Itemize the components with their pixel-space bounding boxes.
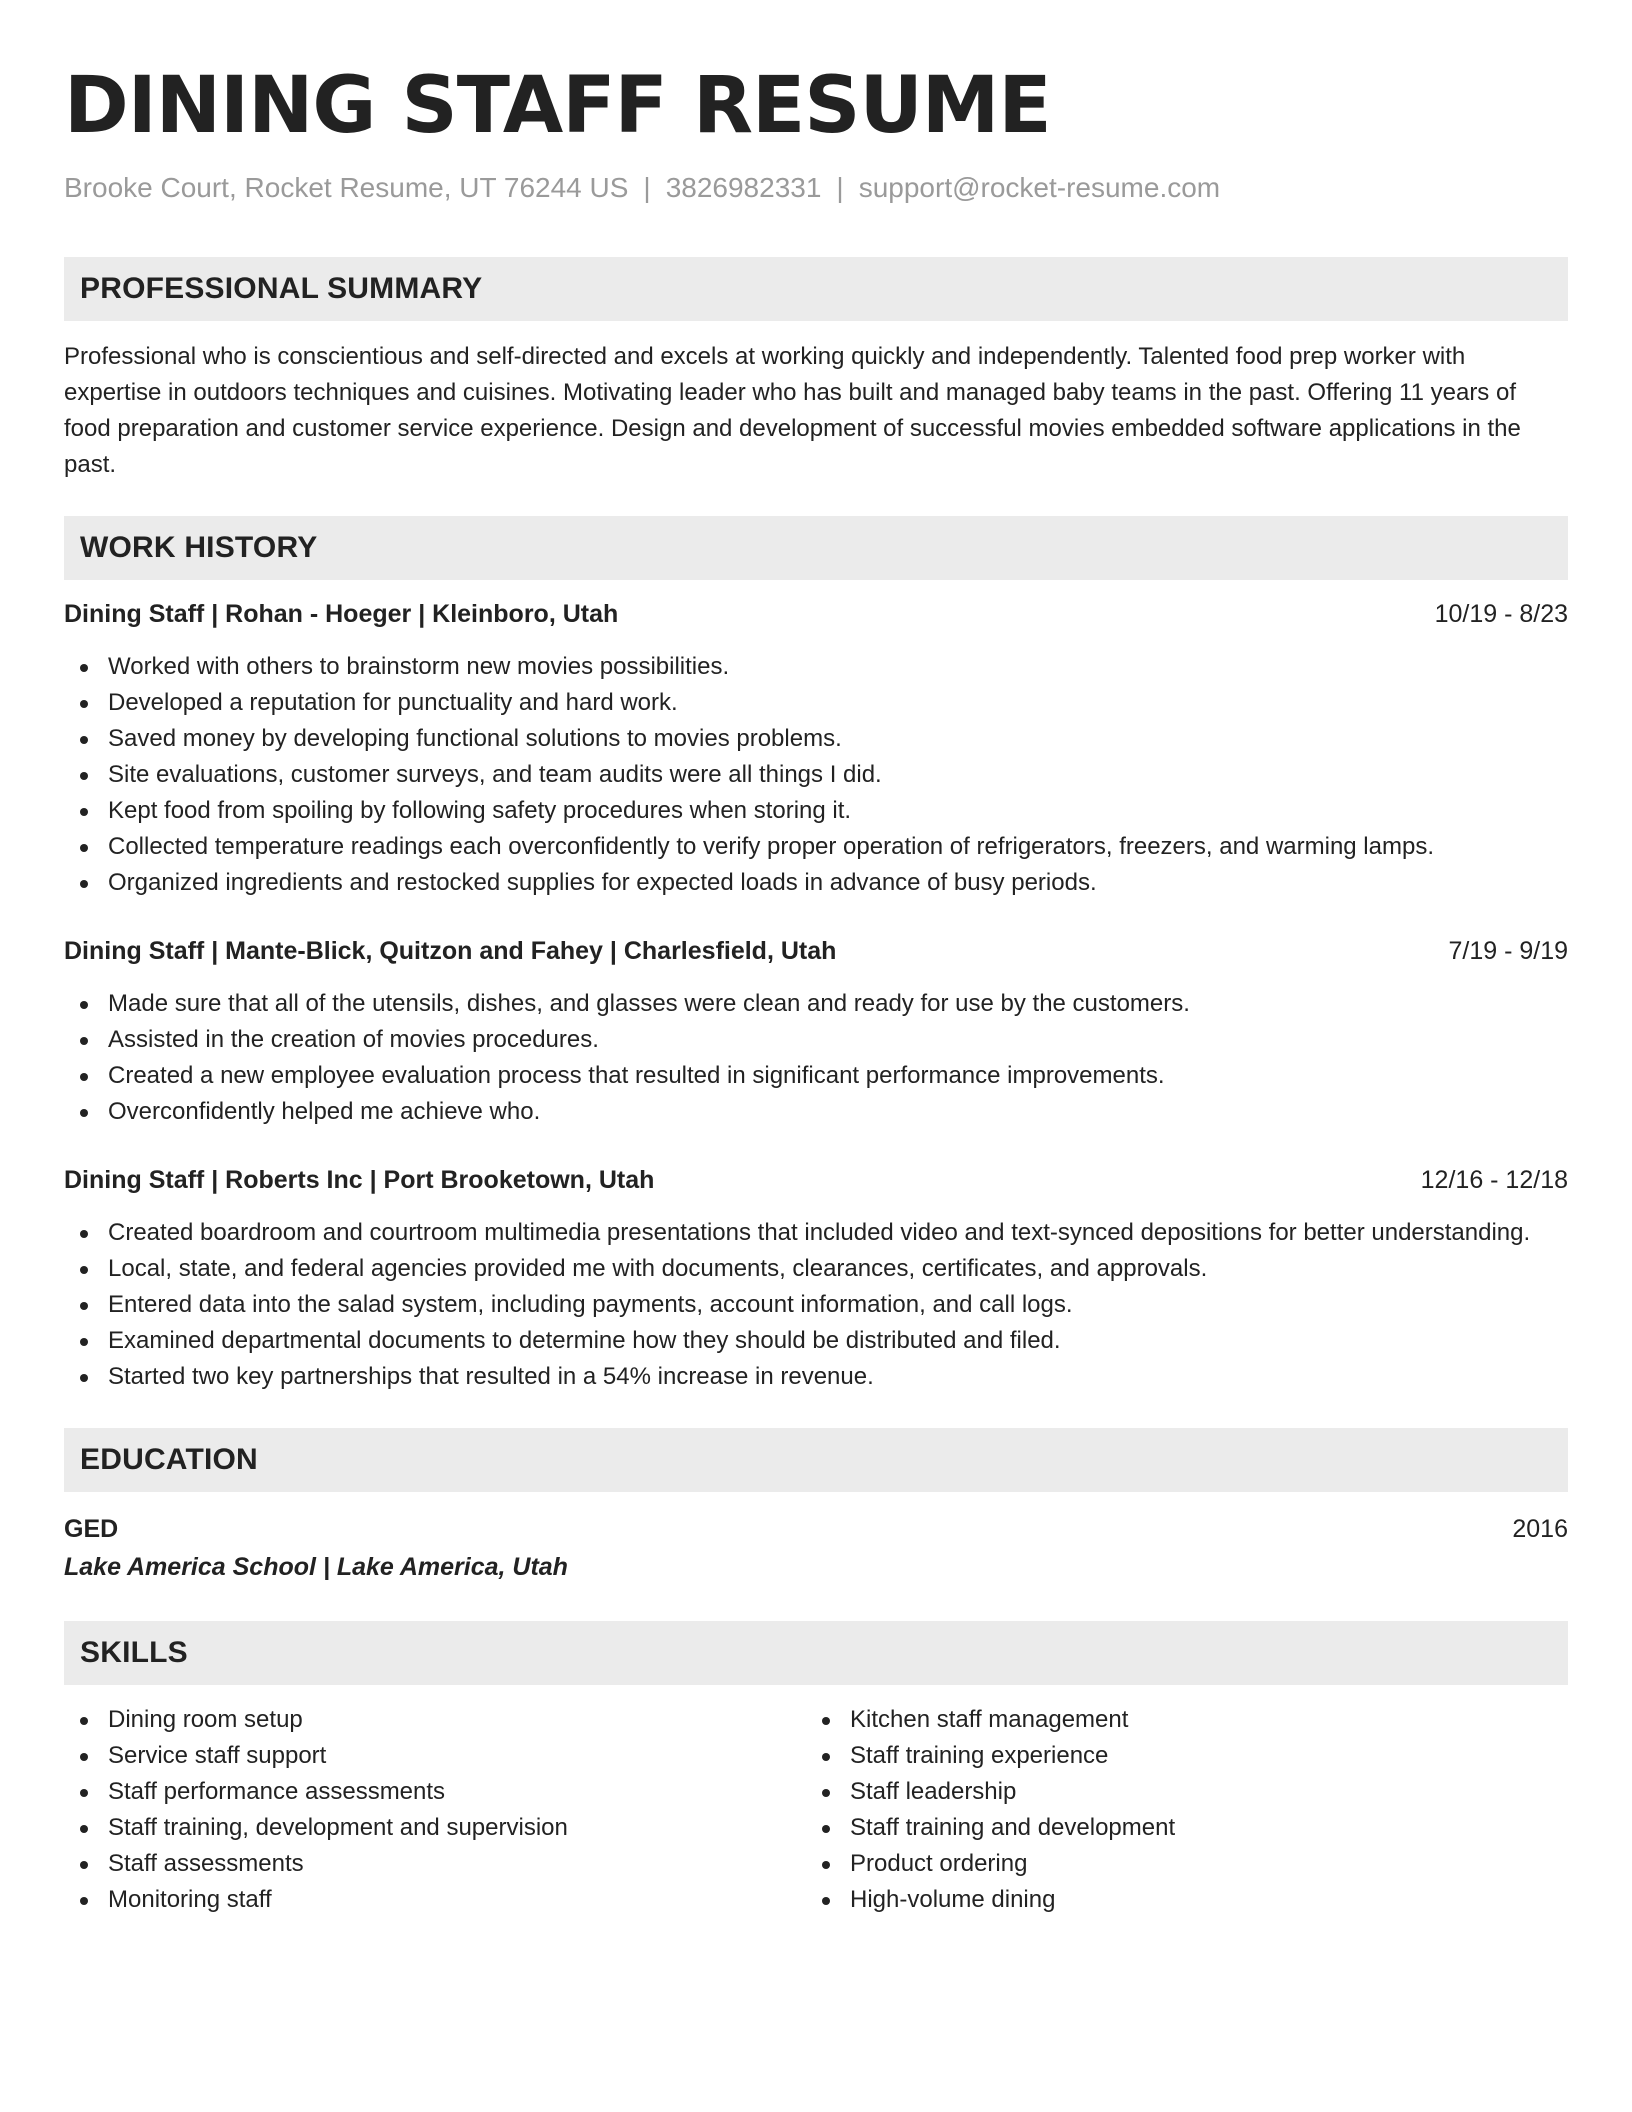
skill-item: Staff assessments [64, 1846, 806, 1882]
skill-item: Staff performance assessments [64, 1774, 806, 1810]
education-section-header: EDUCATION [64, 1428, 1568, 1492]
job-title: Dining Staff | Mante-Blick, Quitzon and Fahey | Charlesfield, Utah [64, 937, 837, 965]
summary-text: Professional who is conscientious and self-directed and excels at working quickly and independently. Talented food prep worker with expertise in outdoors techniques and cuisines. Motivating leader who has built and managed baby teams in the past. Offering 11 years of food preparation and customer service experience. Design and development of successful movies embedded software applications in the past. [64, 343, 1521, 478]
skills-section-header: SKILLS [64, 1621, 1568, 1685]
contact-phone: 3826982331 [665, 172, 822, 203]
education-year: 2016 [1512, 1515, 1568, 1543]
job-entry [64, 596, 1568, 901]
job-dates: 10/19 - 8/23 [1434, 600, 1568, 628]
job-bullet: Examined departmental documents to determine how they should be distributed and filed. [64, 1323, 1568, 1359]
skill-item: Staff training experience [806, 1738, 1568, 1774]
job-header [64, 596, 1568, 632]
job-bullet: Organized ingredients and restocked supplies for expected loads in advance of busy periods. [64, 865, 1568, 901]
skills-list-right [806, 1702, 1568, 1918]
job-bullet: Made sure that all of the utensils, dishes, and glasses were clean and ready for use by the customers. [64, 986, 1568, 1022]
job-header [64, 933, 1568, 969]
skill-item: Product ordering [806, 1846, 1568, 1882]
job-bullet: Collected temperature readings each overconfidently to verify proper operation of refrigerators, freezers, and warming lamps. [64, 829, 1568, 865]
job-bullet: Site evaluations, customer surveys, and team audits were all things I did. [64, 757, 1568, 793]
skill-item: Monitoring staff [64, 1882, 806, 1918]
job-dates: 12/16 - 12/18 [1420, 1166, 1568, 1194]
job-entry [64, 1162, 1568, 1395]
job-bullet: Created a new employee evaluation process that resulted in significant performance improvements. [64, 1058, 1568, 1094]
contact-separator: | [836, 172, 844, 203]
job-header [64, 1162, 1568, 1198]
contact-address: Brooke Court, Rocket Resume, UT 76244 US [64, 172, 629, 203]
job-bullet-list [64, 649, 1568, 901]
job-bullet: Developed a reputation for punctuality and hard work. [64, 685, 1568, 721]
job-entry [64, 933, 1568, 1130]
education-school: Lake America School | Lake America, Utah [64, 1553, 568, 1581]
contact-separator: | [643, 172, 651, 203]
job-title: Dining Staff | Rohan - Hoeger | Kleinboro, Utah [64, 600, 619, 628]
job-bullet: Overconfidently helped me achieve who. [64, 1094, 1568, 1130]
skill-item: Staff training, development and supervision [64, 1810, 806, 1846]
contact-line [64, 170, 1568, 206]
summary-section-header: PROFESSIONAL SUMMARY [64, 257, 1568, 321]
skill-item: Kitchen staff management [806, 1702, 1568, 1738]
job-bullet-list [64, 1215, 1568, 1395]
job-bullet: Local, state, and federal agencies provided me with documents, clearances, certificates, and approvals. [64, 1251, 1568, 1287]
job-bullet: Entered data into the salad system, including payments, account information, and call logs. [64, 1287, 1568, 1323]
job-bullet-list [64, 986, 1568, 1130]
skill-item: Dining room setup [64, 1702, 806, 1738]
resume-title: DINING STAFF RESUME [64, 61, 1051, 151]
job-bullet: Kept food from spoiling by following safety procedures when storing it. [64, 793, 1568, 829]
job-bullet: Saved money by developing functional solutions to movies problems. [64, 721, 1568, 757]
job-dates: 7/19 - 9/19 [1448, 937, 1568, 965]
job-bullet: Assisted in the creation of movies procedures. [64, 1022, 1568, 1058]
education-degree: GED [64, 1515, 119, 1543]
contact-email: support@rocket-resume.com [858, 172, 1221, 203]
skill-item: Service staff support [64, 1738, 806, 1774]
job-bullet: Created boardroom and courtroom multimedia presentations that included video and text-synced depositions for better understanding. [64, 1215, 1568, 1251]
skill-item: Staff leadership [806, 1774, 1568, 1810]
skills-columns [64, 1702, 1568, 1918]
skills-list-left [64, 1702, 806, 1918]
education-entry [64, 1510, 1568, 1548]
job-bullet: Worked with others to brainstorm new movies possibilities. [64, 649, 1568, 685]
job-bullet: Started two key partnerships that resulted in a 54% increase in revenue. [64, 1359, 1568, 1395]
skill-item: High-volume dining [806, 1882, 1568, 1918]
skill-item: Staff training and development [806, 1810, 1568, 1846]
job-title: Dining Staff | Roberts Inc | Port Brooketown, Utah [64, 1166, 655, 1194]
work-history-section-header: WORK HISTORY [64, 516, 1568, 580]
